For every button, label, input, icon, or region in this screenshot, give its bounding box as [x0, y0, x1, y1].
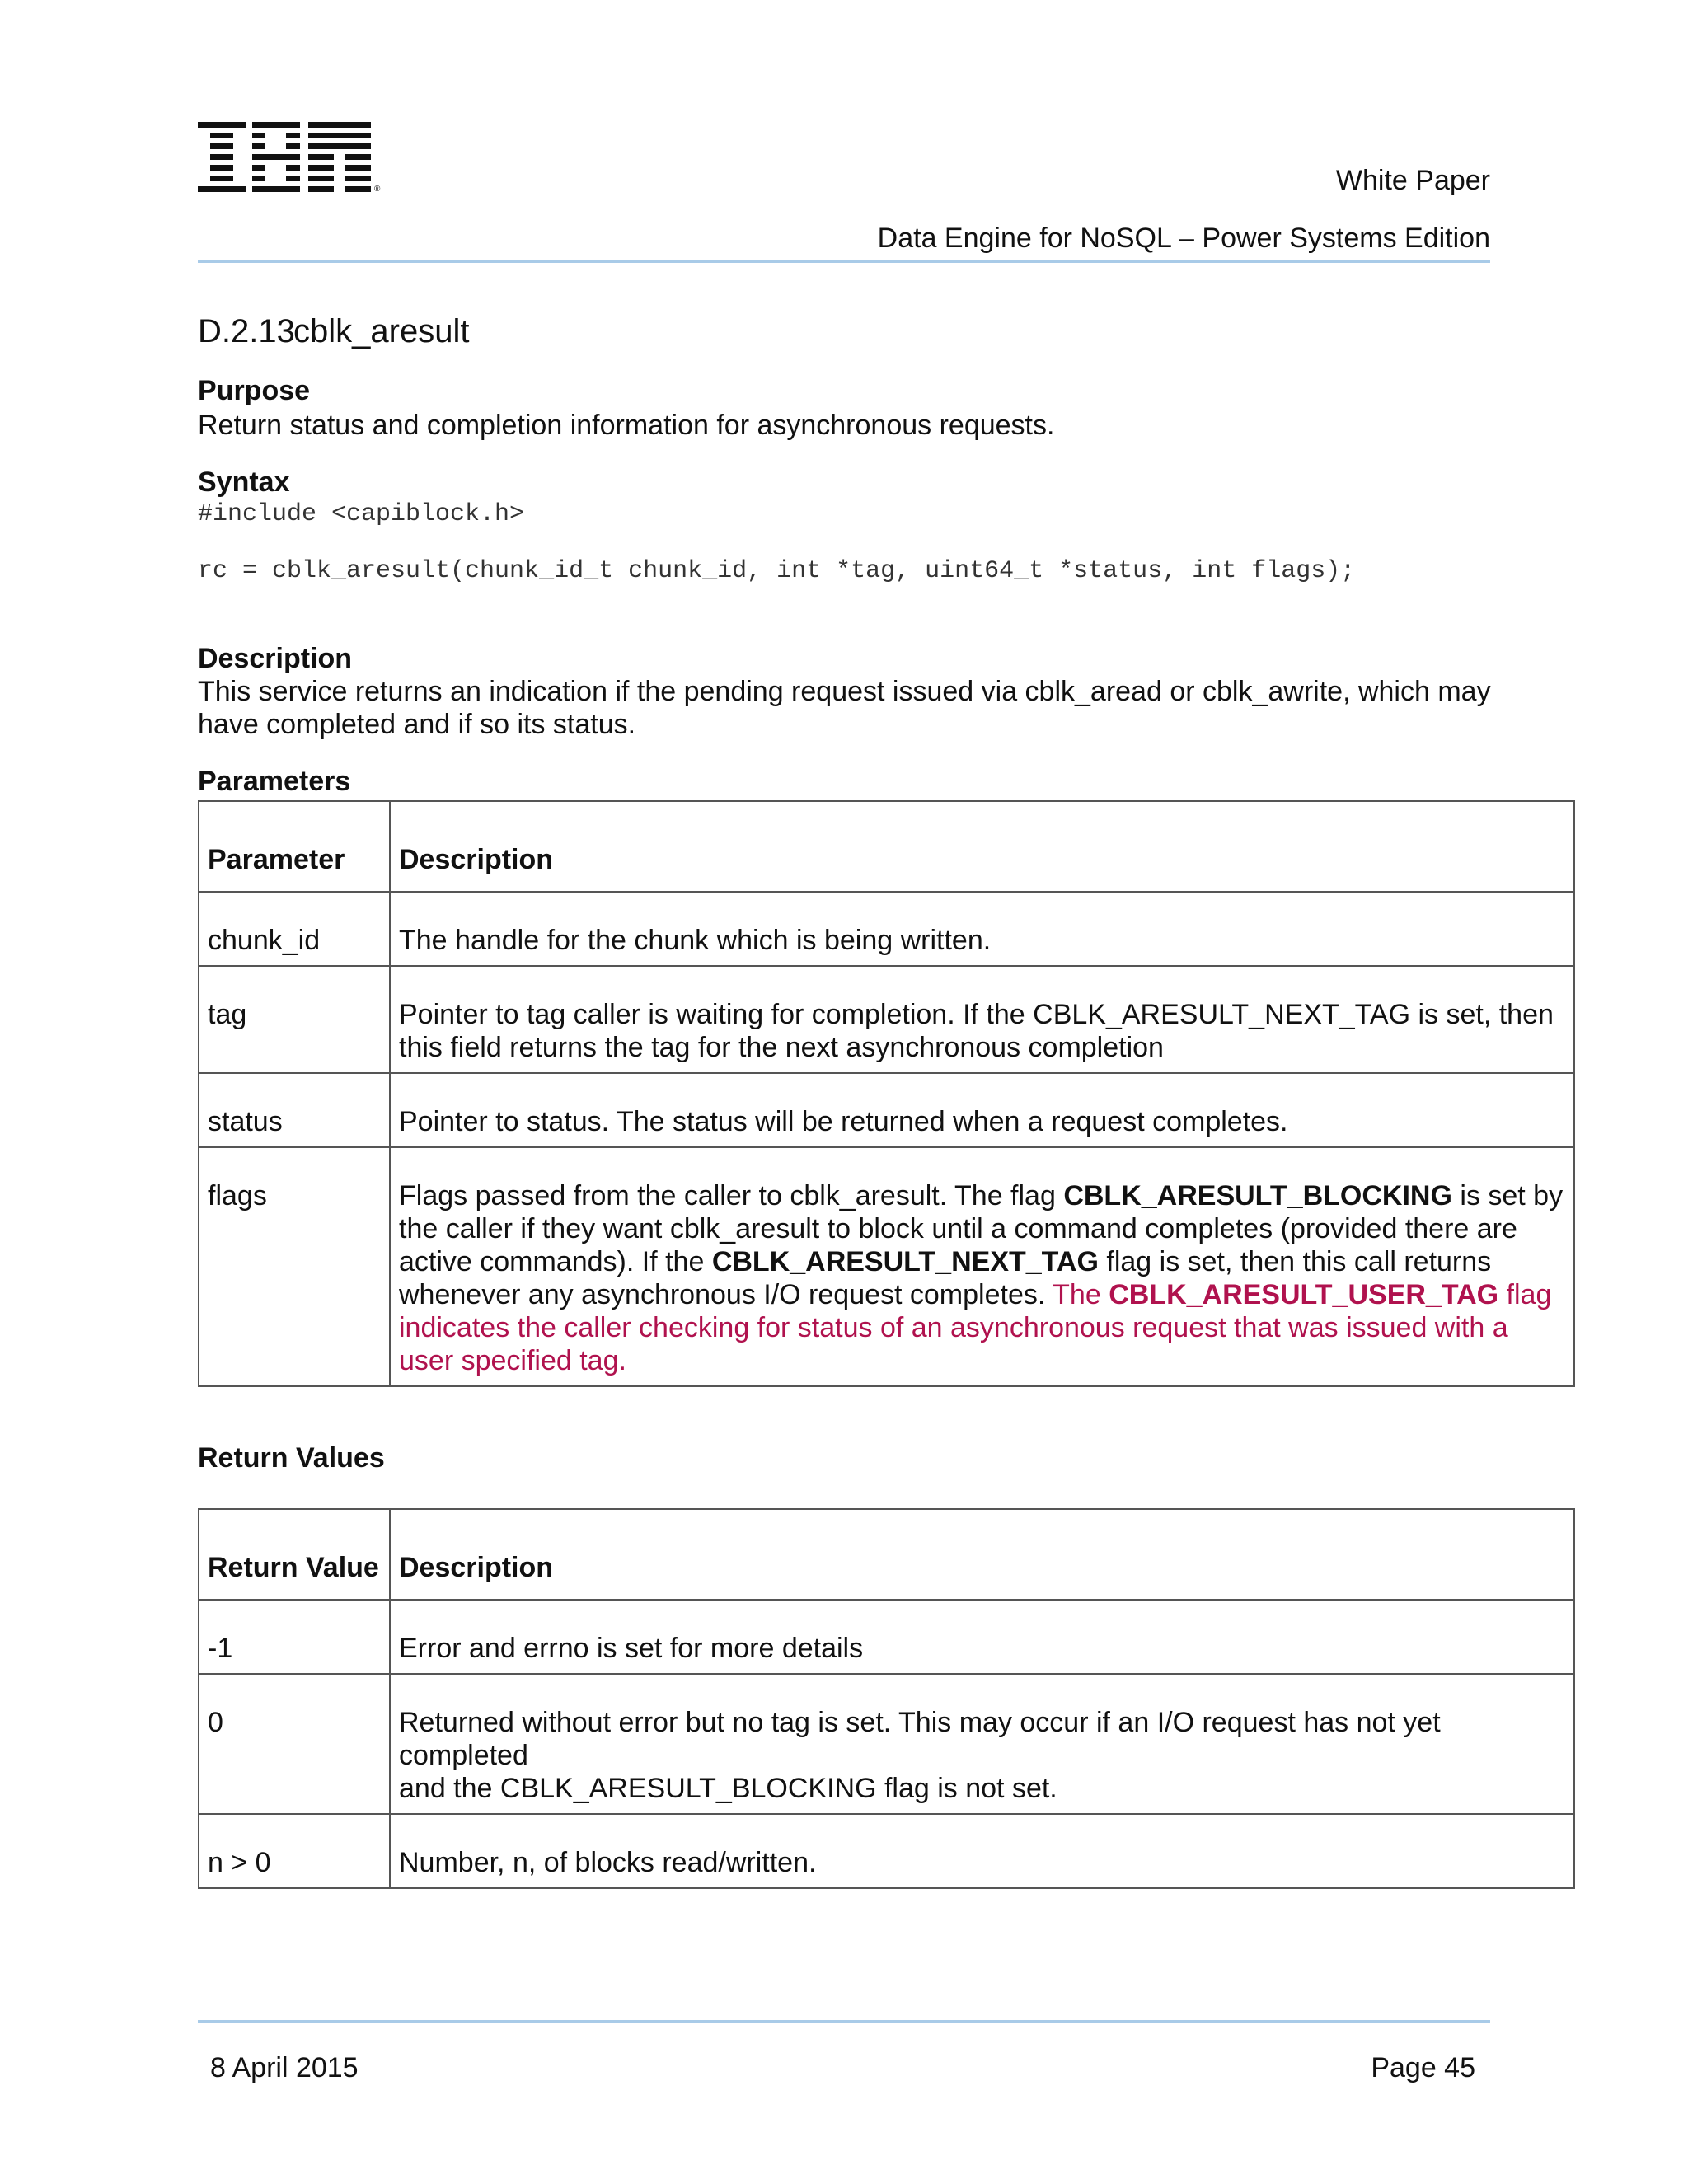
table-row — [199, 966, 1574, 1073]
return-description: Number, n, of blocks read/written. — [390, 1814, 1574, 1888]
footer-date: 8 April 2015 — [210, 2052, 359, 2083]
parameter-name: tag — [199, 966, 390, 1073]
return-description — [390, 1674, 1574, 1814]
section-name: cblk_aresult — [293, 313, 470, 349]
purpose-heading: Purpose — [198, 375, 311, 406]
description-text: is set by the caller if they want cblk_aresult to block until a command completes (provided there are active commands). If the — [399, 1180, 1564, 1277]
return-values-table — [198, 1508, 1575, 1889]
column-header: Description — [390, 801, 1574, 892]
parameter-description — [390, 966, 1574, 1073]
return-value: 0 — [199, 1674, 390, 1814]
page-number: Page 45 — [1371, 2052, 1475, 2083]
flag-name: CBLK_ARESULT_BLOCKING — [1063, 1180, 1452, 1212]
highlighted-text: The — [1053, 1279, 1109, 1310]
parameter-description: Pointer to status. The status will be returned when a request completes. — [390, 1073, 1574, 1147]
description-heading: Description — [198, 643, 353, 674]
table-row — [199, 1073, 1574, 1147]
description-line: Returned without error but no tag is set. This may occur if an I/O request has not yet completed — [399, 1707, 1441, 1771]
syntax-include: #include <capiblock.h> — [198, 500, 525, 528]
footer-rule — [198, 2020, 1490, 2023]
return-value: -1 — [199, 1600, 390, 1674]
document-title: Data Engine for NoSQL – Power Systems Edition — [877, 223, 1490, 254]
parameter-description — [390, 1147, 1574, 1386]
ibm-logo — [198, 122, 381, 193]
document-type: White Paper — [1335, 165, 1490, 196]
description-line: This service returns an indication if the pending request issued via cblk_aread or cblk_awrite, which may — [198, 676, 1491, 707]
purpose-text: Return status and completion information for asynchronous requests. — [198, 410, 1055, 441]
return-description: Error and errno is set for more details — [390, 1600, 1574, 1674]
description-text: Flags passed from the caller to cblk_aresult. The flag — [399, 1180, 1064, 1212]
column-header: Description — [390, 1509, 1574, 1600]
table-header-row — [199, 1509, 1574, 1600]
description-text — [198, 675, 1517, 741]
table-header-row — [199, 801, 1574, 892]
syntax-heading: Syntax — [198, 466, 290, 498]
parameters-table — [198, 800, 1575, 1387]
section-heading — [198, 313, 469, 350]
parameters-heading: Parameters — [198, 766, 351, 797]
description-line: have completed and if so its status. — [198, 709, 636, 740]
svg-text:®: ® — [374, 185, 381, 193]
table-row — [199, 1600, 1574, 1674]
section-number: D.2.13 — [198, 313, 295, 349]
highlighted-text: flag indicates the caller checking for status of an asynchronous request that was issued with a user specified tag. — [399, 1279, 1552, 1376]
parameter-description: The handle for the chunk which is being written. — [390, 892, 1574, 966]
description-line: this field returns the tag for the next asynchronous completion — [399, 1032, 1164, 1063]
flag-name-highlighted: CBLK_ARESULT_USER_TAG — [1109, 1279, 1499, 1310]
table-row — [199, 1674, 1574, 1814]
return-values-heading: Return Values — [198, 1442, 385, 1474]
header-rule — [198, 260, 1490, 263]
table-row — [199, 1147, 1574, 1386]
parameter-name: chunk_id — [199, 892, 390, 966]
flag-name: CBLK_ARESULT_NEXT_TAG — [711, 1246, 1099, 1277]
parameter-name: status — [199, 1073, 390, 1147]
table-row — [199, 1814, 1574, 1888]
column-header: Return Value — [199, 1509, 390, 1600]
return-value: n > 0 — [199, 1814, 390, 1888]
parameter-name: flags — [199, 1147, 390, 1386]
description-text: flag is set, then this call returns whenever any asynchronous I/O request completes. — [399, 1246, 1492, 1310]
description-line: Pointer to tag caller is waiting for completion. If the CBLK_ARESULT_NEXT_TAG is set, then — [399, 999, 1554, 1030]
column-header: Parameter — [199, 801, 390, 892]
table-row — [199, 892, 1574, 966]
syntax-call: rc = cblk_aresult(chunk_id_t chunk_id, int *tag, uint64_t *status, int flags); — [198, 557, 1356, 585]
description-line: and the CBLK_ARESULT_BLOCKING flag is not set. — [399, 1773, 1057, 1804]
